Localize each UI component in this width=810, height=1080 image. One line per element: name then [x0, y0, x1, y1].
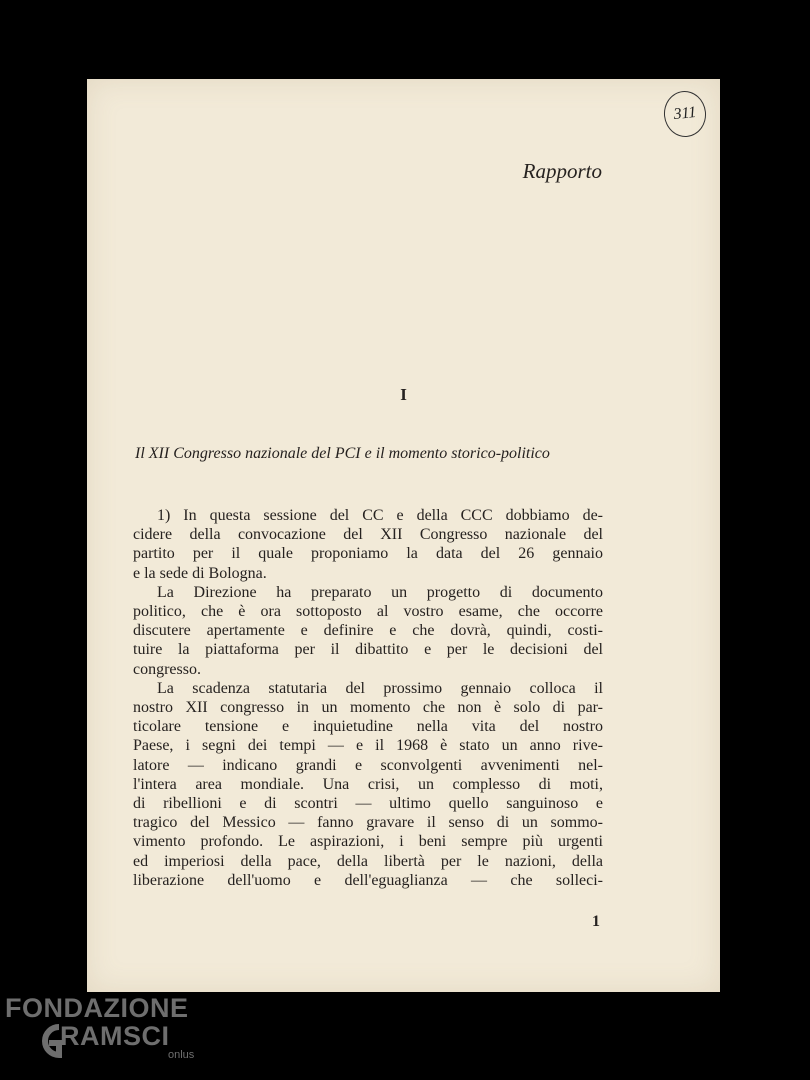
text-line: l'intera area mondiale. Una crisi, un complesso di moti, — [133, 775, 603, 793]
text-line: politico, che è ora sottoposto al vostro esame, che occorre — [133, 603, 603, 621]
text-line: congresso. — [133, 660, 201, 678]
page-number: 1 — [592, 913, 600, 930]
page-mark-text: 311 — [672, 103, 698, 124]
text-line: La scadenza statutaria del prossimo gennaio colloca il — [157, 679, 603, 697]
text-line: vimento profondo. Le aspirazioni, i beni sempre più urgenti — [133, 833, 603, 851]
handwritten-page-mark — [662, 89, 709, 139]
document-page — [87, 79, 720, 992]
text-line: ed imperiosi della pace, della libertà per le nazioni, della — [133, 852, 603, 870]
text-line: discutere apertamente e definire e che dovrà, quindi, costi- — [133, 622, 603, 640]
text-line: tragico del Messico — fanno gravare il senso di un sommo- — [133, 814, 603, 832]
text-line: La Direzione ha preparato un progetto di documento — [157, 583, 603, 601]
text-line: liberazione dell'uomo e dell'eguaglianza — che solleci- — [133, 871, 603, 889]
text-line: partito per il quale proponiamo la data del 26 gennaio — [133, 545, 603, 563]
section-heading: Il XII Congresso nazionale del PCI e il momento storico-politico — [135, 445, 550, 462]
fondazione-gramsci-logo — [5, 993, 205, 1073]
text-line: ticolare tensione e inquietudine nella vita del nostro — [133, 718, 603, 736]
document-title: Rapporto — [522, 159, 602, 183]
text-line: e la sede di Bologna. — [133, 564, 267, 582]
text-line: 1) In questa sessione del CC e della CCC dobbiamo de- — [157, 507, 603, 524]
body-text — [133, 506, 603, 890]
text-line: tuire la piattaforma per il dibattito e per le decisioni del — [133, 641, 603, 659]
text-line: cidere della convocazione del XII Congresso nazionale del — [133, 526, 603, 544]
section-number: I — [400, 385, 407, 404]
text-line: nostro XII congresso in un momento che non è solo di par- — [133, 699, 603, 717]
logo-g-icon — [33, 1017, 63, 1067]
text-line: di ribellioni e di scontri — ultimo quello sanguinoso e — [133, 795, 603, 813]
logo-line-1: FONDAZIONE — [5, 993, 189, 1023]
text-line: latore — indicano grandi e sconvolgenti avvenimenti nel- — [133, 756, 603, 774]
logo-line-2: RAMSCI — [60, 1021, 170, 1051]
logo-line-3: onlus — [168, 1049, 195, 1061]
text-line: Paese, i segni dei tempi — e il 1968 è stato un anno rive- — [133, 737, 603, 755]
